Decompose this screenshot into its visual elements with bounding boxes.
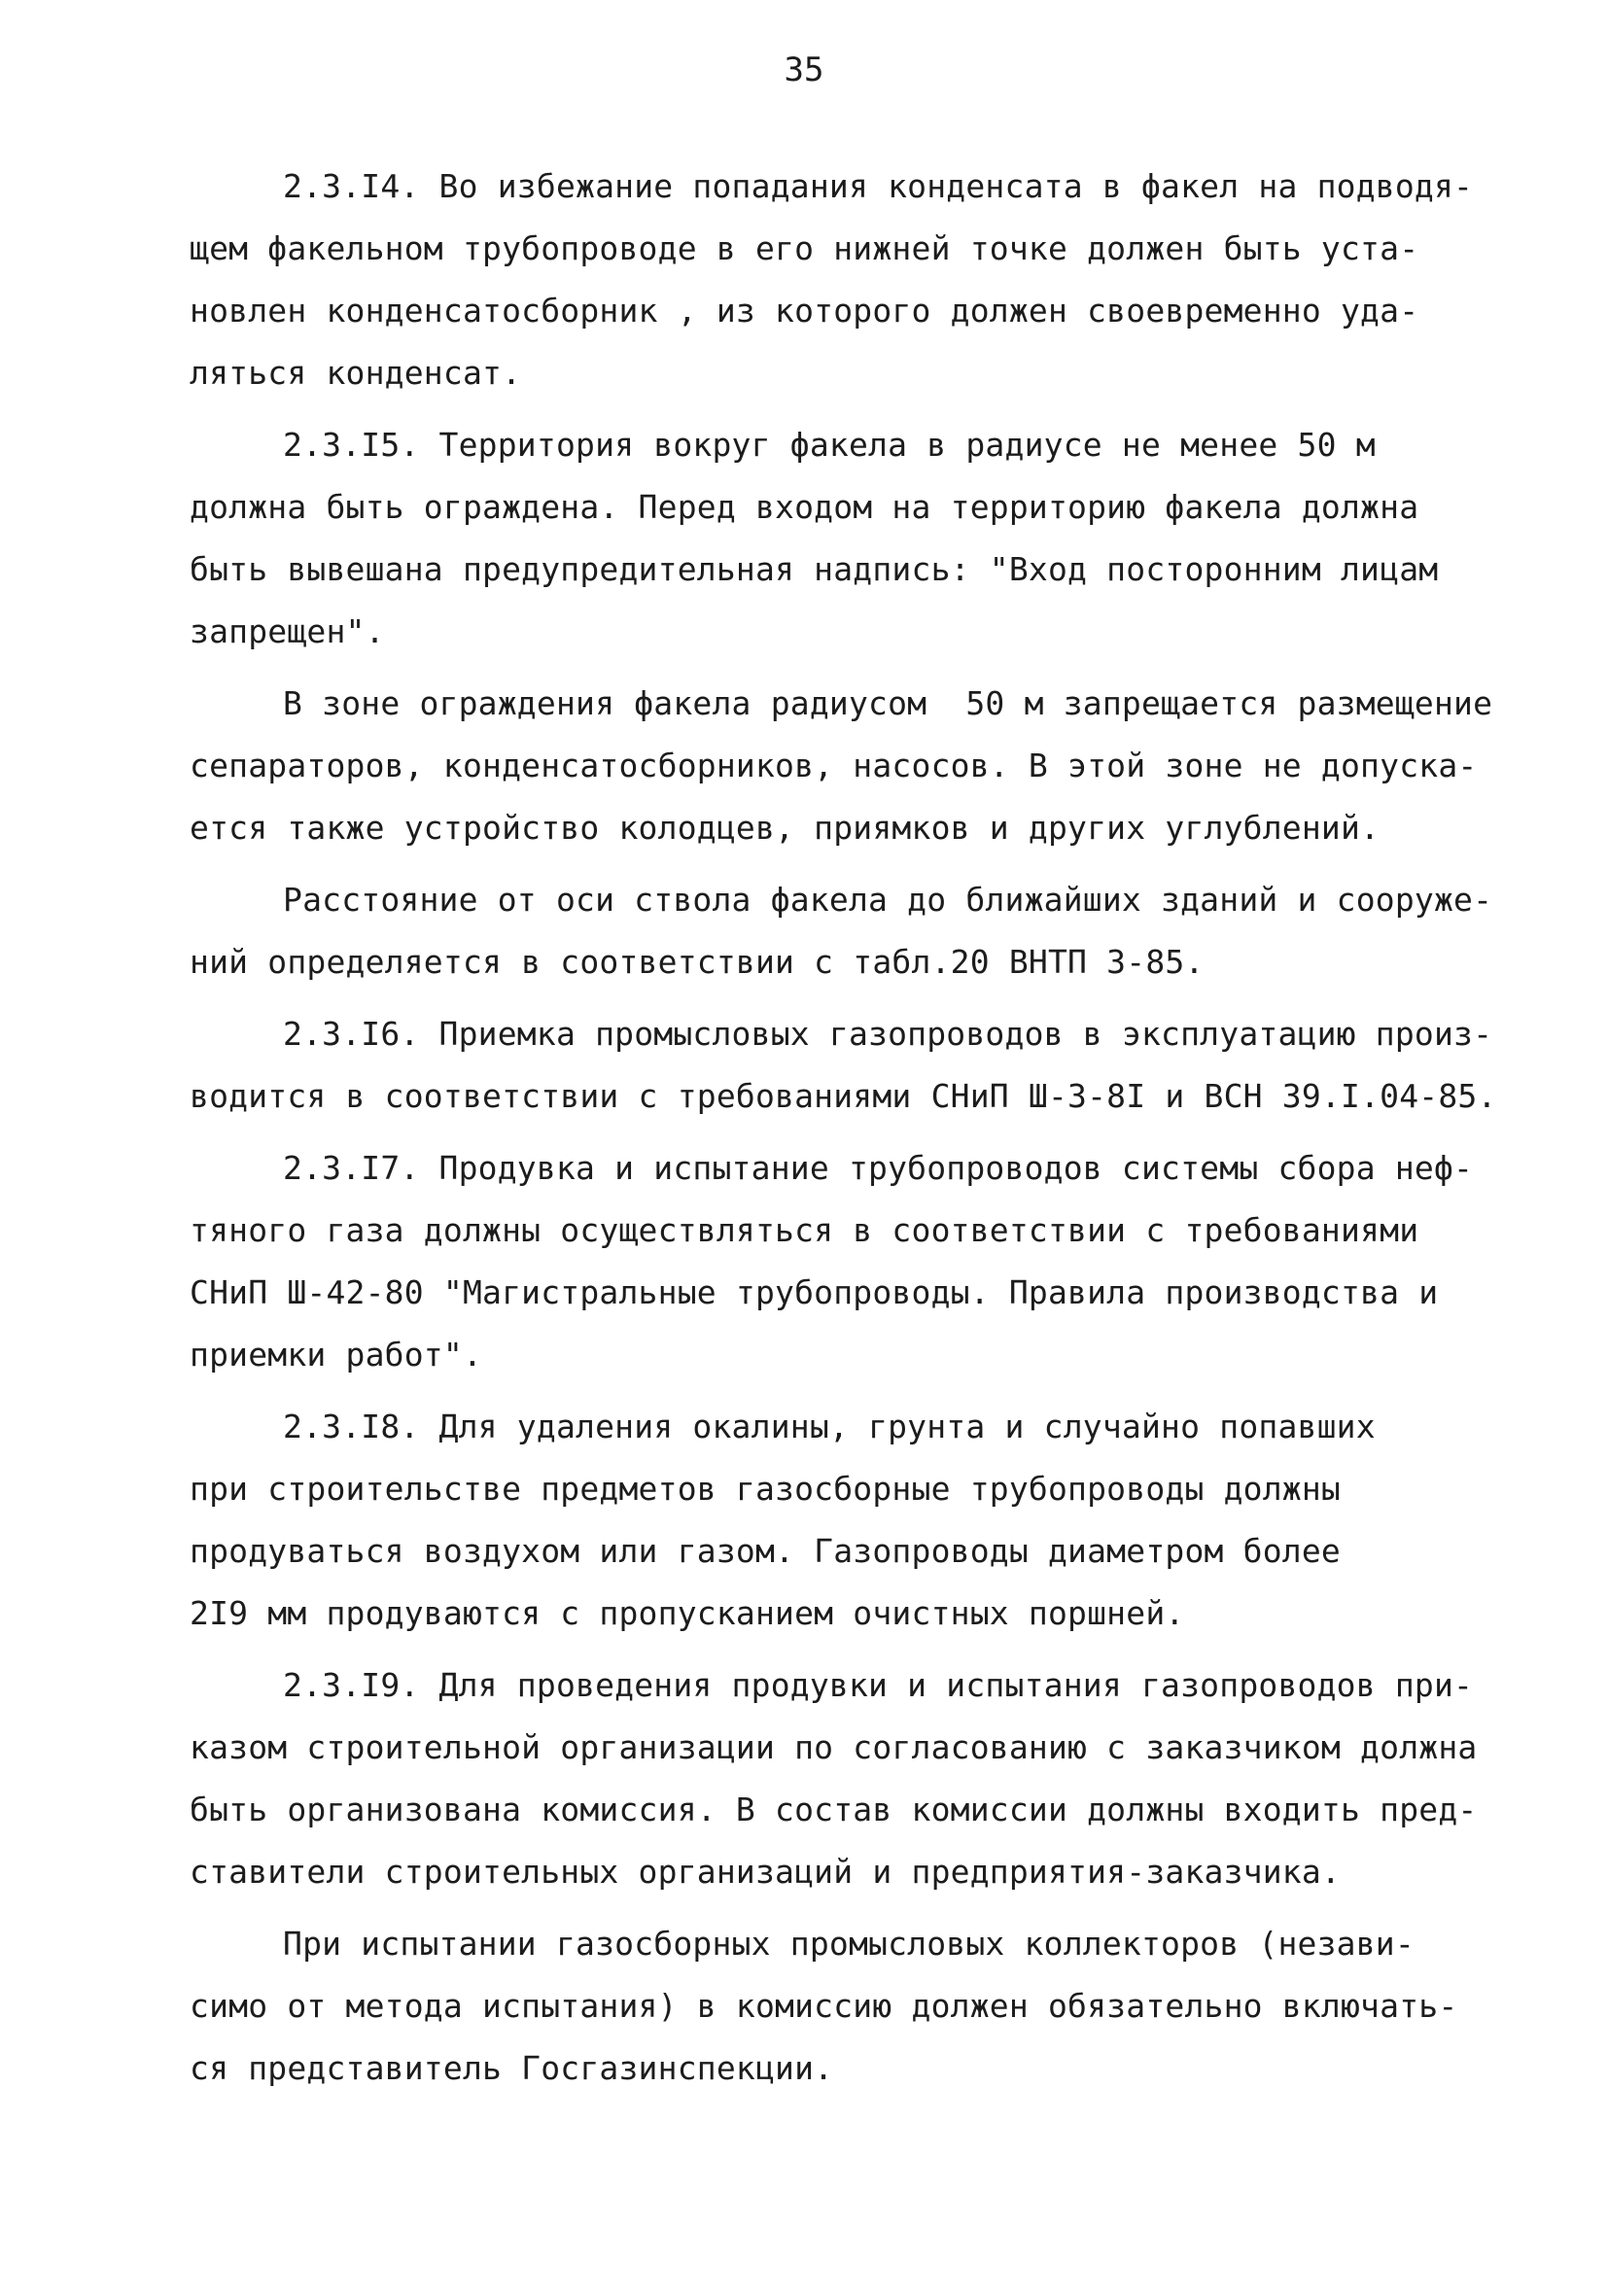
paragraph-2-3-16 bbox=[190, 1003, 1497, 1128]
text-line: 2.3.I4. Во избежание попадания конденсата в факел на подводя- bbox=[283, 167, 1474, 205]
text-line: тяного газа должны осуществляться в соответствии с требованиями bbox=[190, 1211, 1419, 1249]
text-line: ется также устройство колодцев, приямков и других углублений. bbox=[190, 809, 1381, 847]
text-line: казом строительной организации по согласованию с заказчиком должна bbox=[190, 1728, 1478, 1766]
text-line: СНиП Ш-42-80 "Магистральные трубопроводы. Правила производства и bbox=[190, 1273, 1439, 1311]
text-line: запрещен". bbox=[190, 612, 385, 650]
text-line: ляться конденсат. bbox=[190, 354, 522, 392]
text-line: Расстояние от оси ствола факела до ближайших зданий и сооруже- bbox=[283, 881, 1493, 919]
text-line: В зоне ограждения факела радиусом 50 м запрещается размещение bbox=[283, 684, 1493, 722]
text-line: быть организована комиссия. В состав комиссии должны входить пред- bbox=[190, 1791, 1478, 1828]
text-line: щем факельном трубопроводе в его нижней точке должен быть уста- bbox=[190, 229, 1419, 267]
text-line: симо от метода испытания) в комиссию должен обязательно включать- bbox=[190, 1987, 1458, 2025]
text-line: 2.3.I5. Территория вокруг факела в радиусе не менее 50 м bbox=[283, 426, 1376, 464]
text-line: должна быть ограждена. Перед входом на территорию факела должна bbox=[190, 488, 1419, 526]
text-line: сепараторов, конденсатосборников, насосов. В этой зоне не допуска- bbox=[190, 747, 1478, 784]
text-line: 2I9 мм продуваются с пропусканием очистных поршней. bbox=[190, 1594, 1185, 1632]
paragraph-2-3-18 bbox=[190, 1396, 1492, 1645]
text-line: ставители строительных организаций и предприятия-заказчика. bbox=[190, 1853, 1341, 1891]
paragraph-fence-zone bbox=[190, 673, 1492, 859]
paragraph-2-3-14 bbox=[190, 156, 1492, 404]
text-line: при строительстве предметов газосборные трубопроводы должны bbox=[190, 1470, 1341, 1508]
text-line: приемки работ". bbox=[190, 1336, 483, 1374]
paragraph-distance bbox=[190, 869, 1492, 993]
paragraph-2-3-17 bbox=[190, 1137, 1492, 1386]
text-line: ся представитель Госгазинспекции. bbox=[190, 2049, 834, 2087]
text-line: ний определяется в соответствии с табл.20 ВНТП 3-85. bbox=[190, 943, 1205, 981]
text-line: 2.3.I8. Для удаления окалины, грунта и случайно попавших bbox=[283, 1408, 1376, 1445]
text-line: 2.3.I9. Для проведения продувки и испытания газопроводов при- bbox=[283, 1666, 1474, 1704]
text-line: 2.3.I7. Продувка и испытание трубопроводов системы сбора неф- bbox=[283, 1149, 1474, 1187]
paragraph-inspection bbox=[190, 1913, 1492, 2100]
text-line: продуваться воздухом или газом. Газопроводы диаметром более bbox=[190, 1532, 1341, 1570]
paragraph-2-3-15 bbox=[190, 414, 1492, 663]
text-line: быть вывешана предупредительная надпись: "Вход посторонним лицам bbox=[190, 550, 1439, 588]
text-line: При испытании газосборных промысловых коллекторов (незави- bbox=[283, 1925, 1415, 1963]
document-body bbox=[190, 156, 1497, 2109]
text-line: 2.3.I6. Приемка промысловых газопроводов в эксплуатацию произ- bbox=[283, 1015, 1493, 1053]
text-line: водится в соответствии с требованиями СНиП Ш-3-8I и ВСН 39.I.04-85. bbox=[190, 1077, 1497, 1115]
paragraph-2-3-19 bbox=[190, 1654, 1492, 1903]
text-line: новлен конденсатосборник , из которого должен своевременно уда- bbox=[190, 292, 1419, 330]
page-number: 35 bbox=[784, 51, 824, 89]
